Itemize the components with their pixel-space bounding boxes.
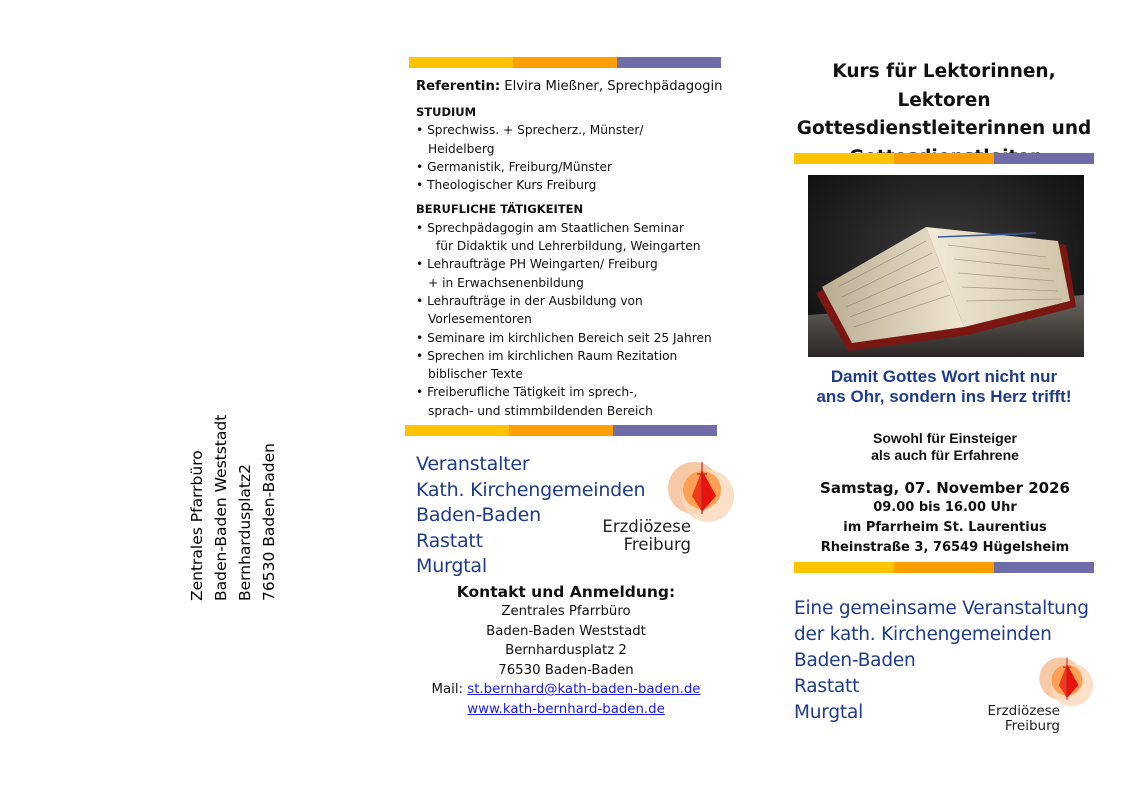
erzdioezese-logo-icon bbox=[664, 456, 740, 526]
logo-text bbox=[595, 518, 691, 554]
cv-line: • Lehraufträge in der Ausbildung von bbox=[416, 293, 643, 308]
event-place: im Pfarrheim St. Laurentius bbox=[843, 520, 1047, 535]
mail-label: Mail: bbox=[431, 682, 468, 697]
bar-orange bbox=[509, 425, 613, 436]
slogan bbox=[790, 367, 1098, 407]
audience-line: als auch für Erfahrene bbox=[871, 447, 1019, 463]
erzdioezese-logo-small-icon bbox=[1036, 652, 1098, 710]
slogan-line: ans Ohr, sondern ins Herz trifft! bbox=[816, 387, 1072, 406]
veranstalter-line: Kath. Kirchengemeinden bbox=[416, 478, 646, 501]
audience bbox=[790, 430, 1100, 464]
logo-text-small bbox=[978, 704, 1060, 734]
website-link[interactable]: www.kath-bernhard-baden.de bbox=[467, 701, 665, 717]
veranstalter-line: Murgtal bbox=[416, 555, 487, 578]
contact-line: 76530 Baden-Baden bbox=[498, 662, 634, 678]
event-time: 09.00 bis 16.00 Uhr bbox=[873, 500, 1017, 515]
email-link[interactable]: st.bernhard@kath-baden-baden.de bbox=[467, 682, 701, 697]
cv-line: • Freiberufliche Tätigkeit im sprech-, bbox=[416, 385, 638, 400]
bar-purple bbox=[994, 153, 1094, 164]
joint-line: der kath. Kirchengemeinden bbox=[794, 624, 1052, 645]
veranstalter-block bbox=[416, 452, 645, 580]
slogan-line: Damit Gottes Wort nicht nur bbox=[830, 367, 1058, 386]
veranstalter-line: Rastatt bbox=[416, 529, 483, 552]
event-details bbox=[790, 478, 1100, 558]
veranstalter-line: Veranstalter bbox=[416, 453, 530, 475]
cv-line: • Lehraufträge PH Weingarten/ Freiburg bbox=[416, 257, 658, 272]
contact-line: Bernhardusplatz 2 bbox=[505, 643, 627, 658]
referent-cv bbox=[416, 77, 726, 420]
bar-purple bbox=[617, 57, 721, 68]
joint-line: Eine gemeinsame Veranstaltung bbox=[794, 598, 1089, 619]
course-title-line: Gottesdienstleiterinnen und bbox=[796, 118, 1092, 139]
logo-line2: Freiburg bbox=[1004, 718, 1060, 734]
web-line bbox=[410, 700, 722, 720]
bar-orange bbox=[894, 562, 994, 573]
event-address: Rheinstraße 3, 76549 Hügelsheim bbox=[820, 540, 1070, 555]
bar-orange bbox=[513, 57, 617, 68]
cv-line: + in Erwachsenenbildung bbox=[428, 275, 584, 290]
cv-line: • Seminare im kirchlichen Bereich seit 25 Jahren bbox=[416, 330, 712, 345]
referent-label: Referentin: bbox=[416, 79, 501, 94]
bar-orange bbox=[894, 153, 994, 164]
cv-line: • Germanistik, Freiburg/Münster bbox=[416, 159, 613, 174]
cv-line: biblischer Texte bbox=[428, 367, 523, 382]
logo-line1: Erzdiözese bbox=[987, 703, 1060, 719]
address-line: 76530 Baden-Baden bbox=[260, 443, 278, 601]
rotated-address bbox=[185, 391, 281, 601]
logo-line1: Erzdiözese bbox=[602, 517, 691, 536]
address-line: Bernhardusplatz2 bbox=[236, 464, 254, 601]
bar-yellow bbox=[409, 57, 513, 68]
event-date: Samstag, 07. November 2026 bbox=[820, 479, 1070, 497]
cv-line: Heidelberg bbox=[428, 141, 495, 156]
course-title-line: Kurs für Lektorinnen, Lektoren bbox=[832, 61, 1056, 111]
cv-line: sprach- und stimmbildenden Bereich bbox=[428, 403, 653, 418]
joint-line: Baden-Baden bbox=[794, 650, 916, 671]
contact-title: Kontakt und Anmeldung: bbox=[456, 583, 676, 601]
cv-line: Vorlesementoren bbox=[428, 312, 532, 327]
joint-line: Murgtal bbox=[794, 702, 864, 723]
bar-yellow bbox=[405, 425, 509, 436]
bar-yellow bbox=[794, 562, 894, 573]
cv-line: • Sprechpädagogin am Staatlichen Seminar bbox=[416, 220, 684, 235]
bar-purple bbox=[613, 425, 717, 436]
referent-line bbox=[416, 77, 726, 97]
beruf-heading: BERUFLICHE TÄTIGKEITEN bbox=[416, 202, 584, 217]
bar-purple bbox=[994, 562, 1094, 573]
color-bar-top bbox=[409, 57, 721, 68]
joint-line: Rastatt bbox=[794, 676, 860, 697]
bar-yellow bbox=[794, 153, 894, 164]
color-bar-right-top bbox=[794, 153, 1094, 164]
address-line: Baden-Baden Weststadt bbox=[212, 414, 230, 601]
veranstalter-line: Baden-Baden bbox=[416, 504, 541, 527]
color-bar-right-bottom bbox=[794, 562, 1094, 573]
open-book-photo bbox=[808, 175, 1084, 357]
referent-name: Elvira Mießner, Sprechpädagogin bbox=[500, 79, 723, 94]
contact-line: Baden-Baden Weststadt bbox=[486, 623, 646, 639]
cv-line: • Theologischer Kurs Freiburg bbox=[416, 178, 597, 193]
contact-block bbox=[410, 582, 722, 719]
color-bar-middle bbox=[405, 425, 717, 436]
logo-line2: Freiburg bbox=[623, 535, 691, 554]
cv-line: • Sprechen im kirchlichen Raum Rezitation bbox=[416, 348, 678, 363]
audience-line: Sowohl für Einsteiger bbox=[873, 430, 1017, 446]
cv-line: • Sprechwiss. + Sprecherz., Münster/ bbox=[416, 123, 644, 138]
mail-line bbox=[410, 680, 722, 700]
cv-line: für Didaktik und Lehrerbildung, Weingarten bbox=[436, 239, 701, 254]
studium-heading: STUDIUM bbox=[416, 105, 477, 119]
address-line: Zentrales Pfarrbüro bbox=[188, 450, 206, 601]
contact-line: Zentrales Pfarrbüro bbox=[501, 604, 631, 619]
